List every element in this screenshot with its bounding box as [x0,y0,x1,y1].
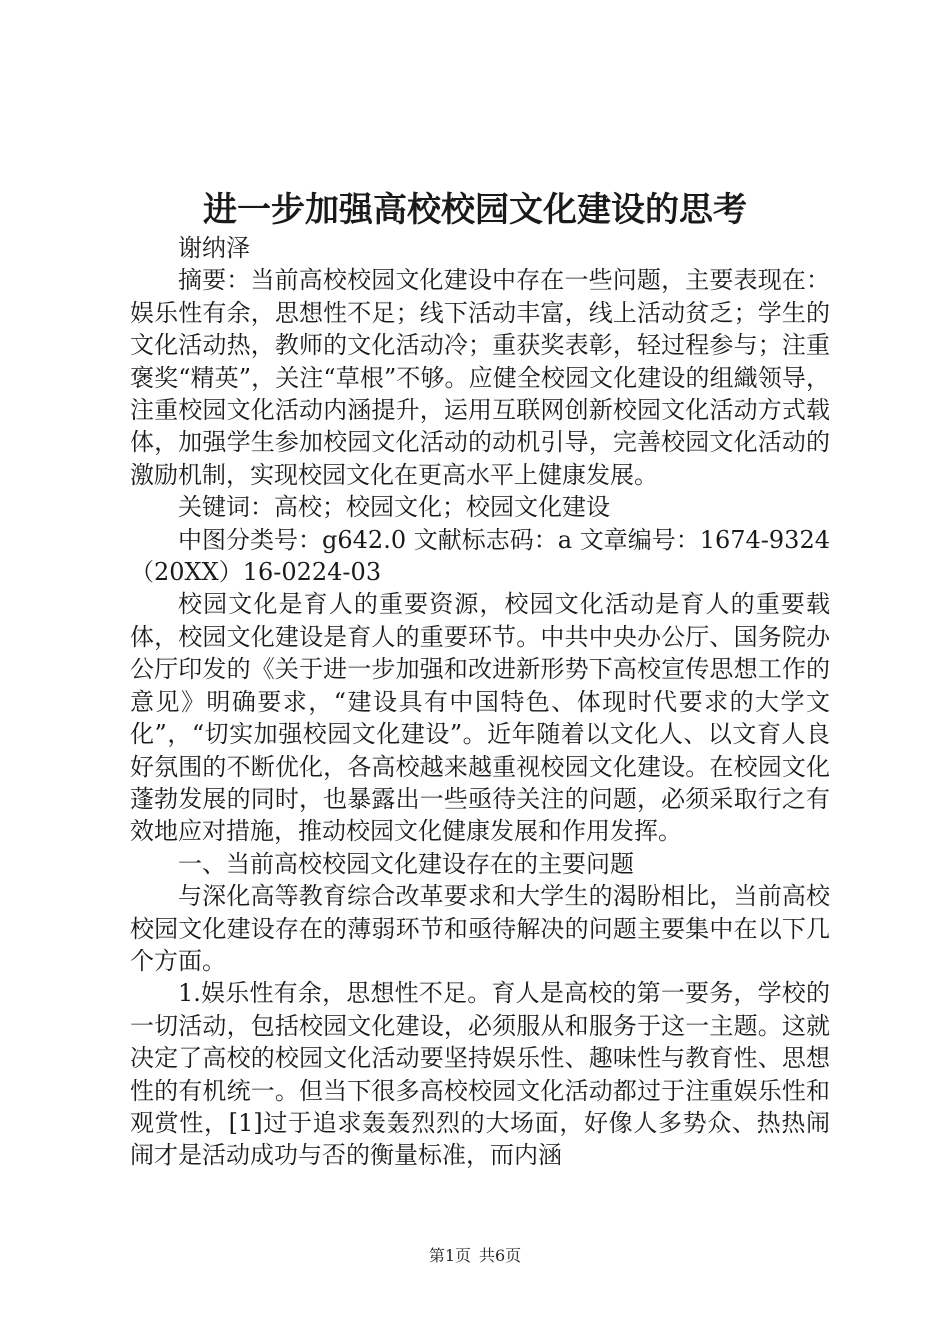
document-title: 进一步加强高校校园文化建设的思考 [203,190,747,230]
keywords-line: 关键词：高校；校园文化；校园文化建设 [178,493,610,522]
classification-line: 中图分类号：g642.0 文献标志码：a 文章编号：1674-9324（20XX）16-0224-03 [130,525,830,587]
author-name: 谢纳泽 [178,234,250,262]
body-paragraph: 1.娱乐性有余，思想性不足。育人是高校的第一要务，学校的一切活动，包括校园文化建设，必须服从和服务于这一主题。这就决定了高校的校园文化活动要坚持娱乐性、趣味性与教育性、思想性的有机统一。但当下很多高校校园文化活动都过于注重娱乐性和观赏性，[1]过于追求轰轰烈烈的大场面，好像人多势众、热热闹闹才是活动成功与否的衡量标准，而内涵 [130,979,830,1170]
section-heading: 一、当前高校校园文化建设存在的主要问题 [178,849,634,878]
page-count: 共6页 [479,1246,522,1265]
document-body [130,232,830,1172]
body-paragraph: 与深化高等教育综合改革要求和大学生的渴盼相比，当前高校校园文化建设存在的薄弱环节和亟待解决的问题主要集中在以下几个方面。 [130,882,830,975]
abstract-paragraph: 摘要：当前高校校园文化建设中存在一些问题，主要表现在：娱乐性有余，思想性不足；线下活动丰富，线上活动贫乏；学生的文化活动热，教师的文化活动冷；重获奖表彰，轻过程参与；注重褒奖“精英”，关注“草根”不够。应健全校园文化建设的组織领导，注重校园文化活动内涵提升，运用互联网创新校园文化活动方式载体，加强学生参加校园文化活动的动机引导，完善校园文化活动的激励机制，实现校园文化在更高水平上健康发展。 [130,266,830,489]
page-number: 第1页 [428,1246,471,1265]
page-footer [0,1244,950,1268]
body-paragraph: 校园文化是育人的重要资源，校园文化活动是育人的重要载体，校园文化建设是育人的重要环节。中共中央办公厅、国务院办公厅印发的《关于进一步加强和改进新形势下高校宣传思想工作的意见》明确要求，“建设具有中国特色、体现时代要求的大学文化”，“切实加强校园文化建设”。近年随着以文化人、以文育人良好氛围的不断优化，各高校越来越重视校园文化建设。在校园文化蓬勃发展的同时，也暴露出一些亟待关注的问题，必须采取行之有效地应对措施，推动校园文化健康发展和作用发挥。 [130,590,830,846]
